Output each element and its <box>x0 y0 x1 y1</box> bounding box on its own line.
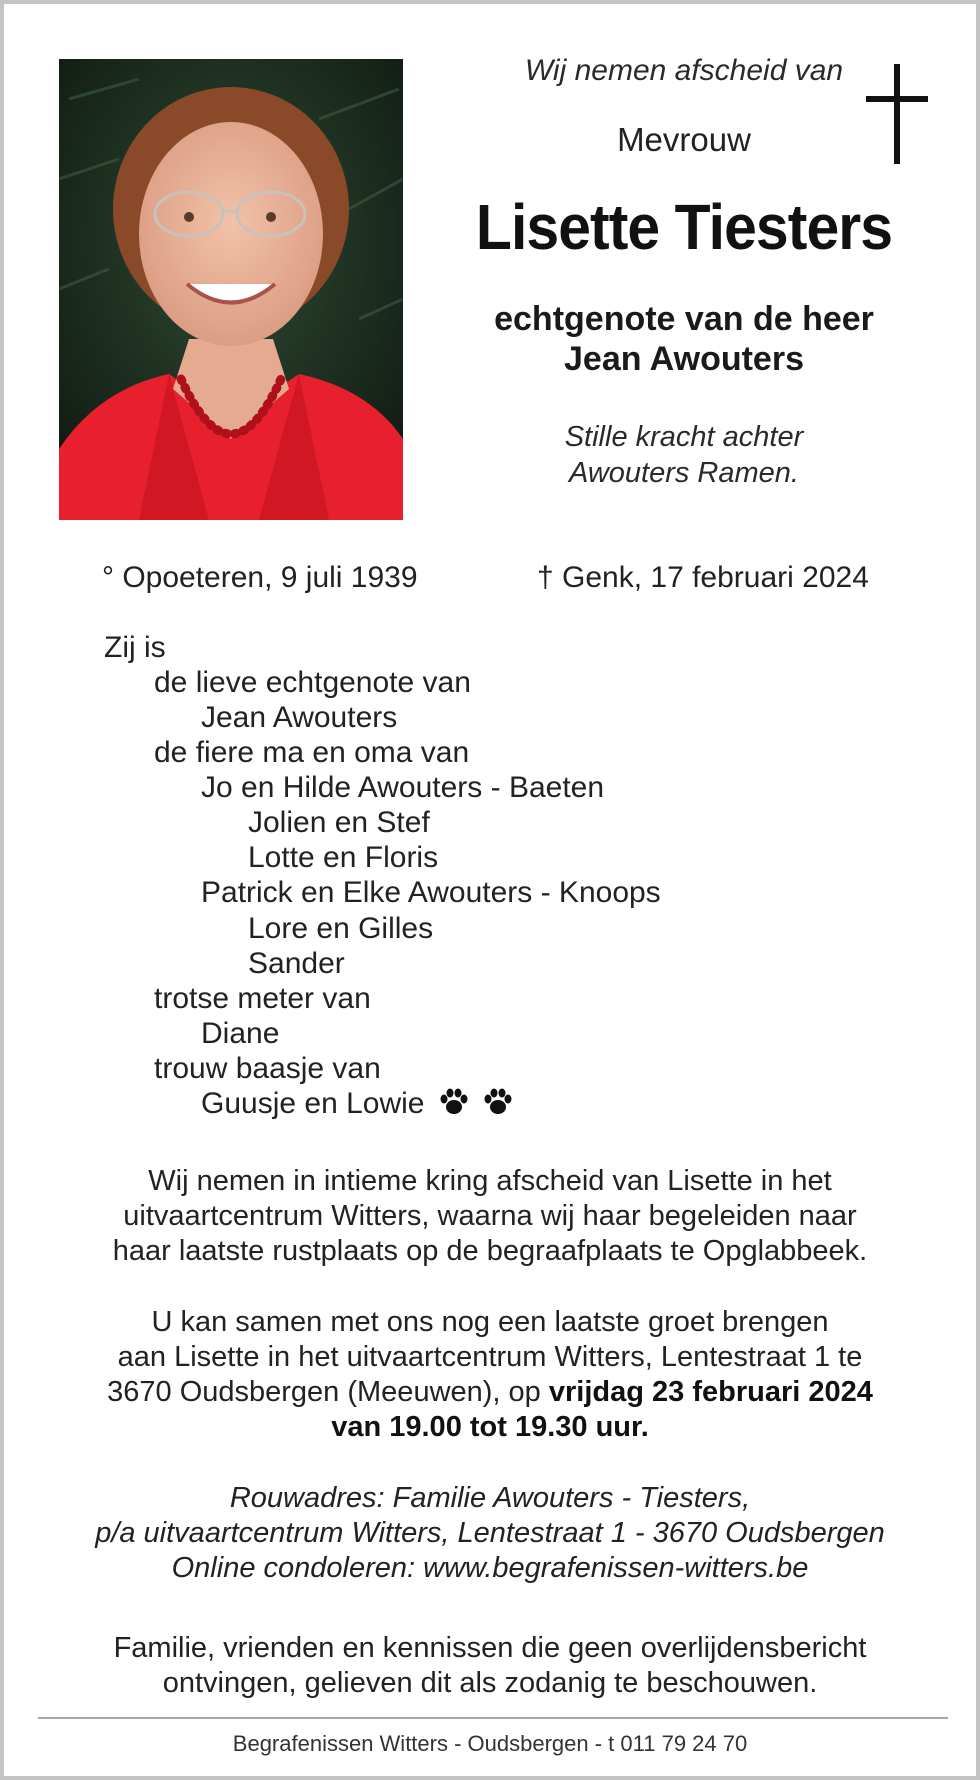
intro-text: Wij nemen afscheid van <box>524 54 844 87</box>
portrait-illustration <box>59 59 403 520</box>
visitation-paragraph <box>34 1305 946 1445</box>
family-line: Sander <box>248 947 345 980</box>
paw-icon <box>483 1088 513 1116</box>
motto-line-2: Awouters Ramen. <box>569 457 799 489</box>
family-line: Jolien en Stef <box>248 806 430 839</box>
family-line: trotse meter van <box>154 982 371 1015</box>
family-line: Diane <box>201 1017 280 1050</box>
footer-text: Begrafenissen Witters - Oudsbergen - t 011 79 24 70 <box>232 1731 748 1756</box>
portrait-photo <box>59 59 403 520</box>
motto-block <box>424 419 944 491</box>
family-line: Lotte en Floris <box>248 841 439 874</box>
pets-names: Guusje en Lowie <box>201 1087 425 1120</box>
family-line-pets <box>201 1087 513 1121</box>
address-line-1: Rouwadres: Familie Awouters - Tiesters, <box>229 1482 751 1514</box>
spouse-block <box>424 299 944 379</box>
family-line: Lore en Gilles <box>248 912 434 945</box>
condolence-link[interactable]: Online condoleren: www.begrafenissen-witters.be <box>171 1552 809 1584</box>
spouse-line-2: Jean Awouters <box>564 340 804 378</box>
visitation-date: vrijdag 23 februari 2024 <box>548 1376 873 1408</box>
death-date: † Genk, 17 februari 2024 <box>537 561 869 594</box>
spouse-line-1: echtgenote van de heer <box>494 300 874 338</box>
farewell-line-1: Wij nemen in intieme kring afscheid van Lisette in het <box>148 1165 832 1197</box>
family-line: trouw baasje van <box>154 1052 381 1085</box>
visitation-line-3-prefix: 3670 Oudsbergen (Meeuwen), op <box>107 1376 549 1408</box>
address-line-2: p/a uitvaartcentrum Witters, Lentestraat 1 - 3670 Oudsbergen <box>95 1517 885 1549</box>
farewell-line-2: uitvaartcentrum Witters, waarna wij haar begeleiden naar <box>123 1200 857 1232</box>
visitation-line-2: aan Lisette in het uitvaartcentrum Witters, Lentestraat 1 te <box>117 1341 863 1373</box>
title-text: Mevrouw <box>617 121 751 158</box>
family-line: Patrick en Elke Awouters - Knoops <box>201 876 661 909</box>
paw-icon <box>439 1088 469 1116</box>
family-line: Zij is <box>104 631 166 664</box>
family-line: Jo en Hilde Awouters - Baeten <box>201 771 605 804</box>
visitation-line-3 <box>34 1375 946 1410</box>
family-line: de fiere ma en oma van <box>154 736 470 769</box>
visitation-line-1: U kan samen met ons nog een laatste groet brengen <box>151 1306 829 1338</box>
notice-line-1: Familie, vrienden en kennissen die geen overlijdensbericht <box>113 1632 867 1664</box>
deceased-name: Lisette Tiesters <box>475 191 893 263</box>
birth-date: ° Opoeteren, 9 juli 1939 <box>102 561 418 594</box>
farewell-line-3: haar laatste rustplaats op de begraafplaats te Opglabbeek. <box>112 1235 868 1267</box>
notice-line-2: ontvingen, gelieven dit als zodanig te beschouwen. <box>162 1667 818 1699</box>
motto-line-1: Stille kracht achter <box>564 421 804 453</box>
visitation-line-4 <box>34 1410 946 1445</box>
address-paragraph <box>34 1481 946 1586</box>
footer-divider <box>38 1717 948 1719</box>
notice-paragraph <box>34 1631 946 1701</box>
family-line: Jean Awouters <box>201 701 398 734</box>
farewell-paragraph <box>34 1164 946 1269</box>
visitation-time: van 19.00 tot 19.30 uur. <box>331 1411 649 1443</box>
family-line: de lieve echtgenote van <box>154 666 471 699</box>
